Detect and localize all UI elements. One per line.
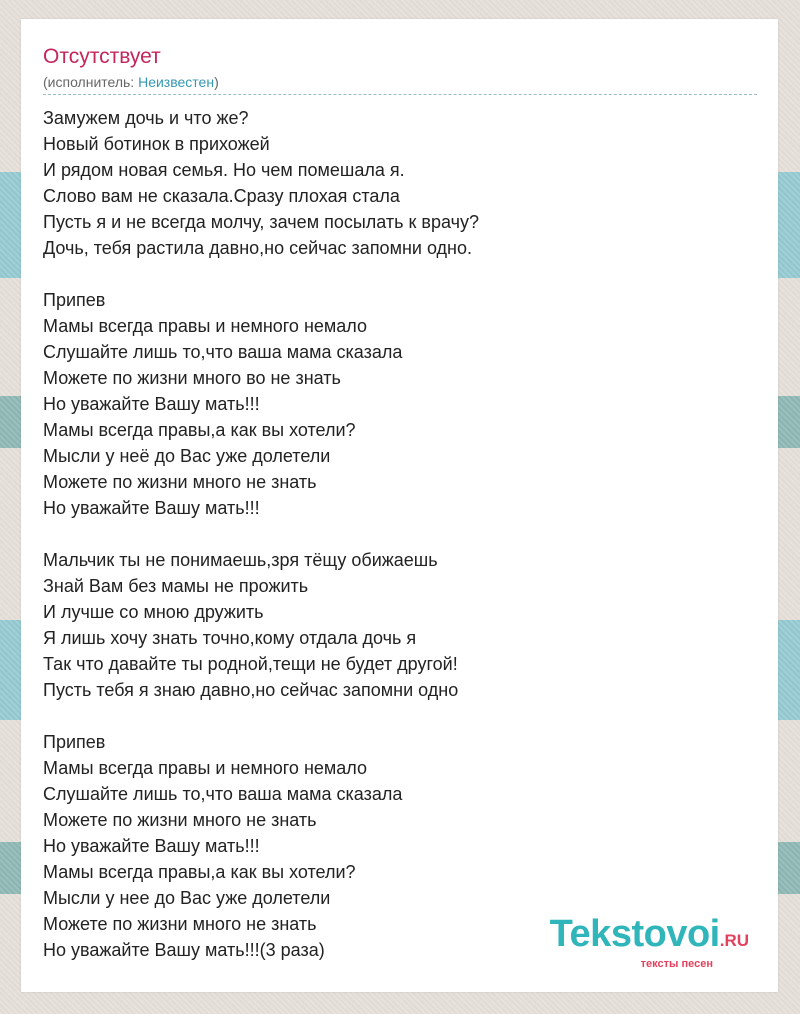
artist-link[interactable]: Неизвестен xyxy=(138,74,215,90)
header-divider xyxy=(43,94,757,95)
logo-tagline: тексты песен xyxy=(640,958,713,970)
artist-prefix: (исполнитель: xyxy=(43,74,139,90)
lyrics-line: Но уважайте Вашу мать!!! xyxy=(43,836,260,856)
logo-wordmark xyxy=(549,913,749,959)
lyrics-line: Можете по жизни много не знать xyxy=(43,472,317,492)
lyrics-card xyxy=(21,19,778,992)
lyrics-line: И лучше со мною дружить xyxy=(43,602,264,622)
lyrics-line: Дочь, тебя растила давно,но сейчас запомни одно. xyxy=(43,238,473,258)
lyrics-line: Слово вам не сказала.Сразу плохая стала xyxy=(43,186,400,206)
lyrics-line: Но уважайте Вашу мать!!! xyxy=(43,498,260,518)
lyrics-line: Слушайте лишь то,что ваша мама сказала xyxy=(43,784,403,804)
lyrics-line: Мамы всегда правы и немного немало xyxy=(43,758,367,778)
lyrics-line: Мамы всегда правы,а как вы хотели? xyxy=(43,862,356,882)
artist-suffix: ) xyxy=(214,74,219,90)
logo-name: Tekstovoi xyxy=(549,913,720,955)
lyrics-line: Так что давайте ты родной,тещи не будет другой! xyxy=(43,654,458,674)
lyrics-line: Пусть тебя я знаю давно,но сейчас запомни одно xyxy=(43,680,459,700)
lyrics-line: Припев xyxy=(43,290,106,310)
lyrics-line: Можете по жизни много не знать xyxy=(43,810,317,830)
lyrics-blank-line xyxy=(43,521,757,547)
artist-line xyxy=(43,74,219,90)
lyrics-line: Замужем дочь и что же? xyxy=(43,108,249,128)
lyrics-line: И рядом новая семья. Но чем помешала я. xyxy=(43,160,405,180)
lyrics-blank-line xyxy=(43,703,757,729)
lyrics-line: Мысли у неё до Вас уже долетели xyxy=(43,446,331,466)
lyrics-line: Но уважайте Вашу мать!!!(3 раза) xyxy=(43,940,325,960)
lyrics-line: Знай Вам без мамы не прожить xyxy=(43,576,309,596)
site-logo[interactable] xyxy=(549,913,749,970)
lyrics-text xyxy=(43,105,757,963)
lyrics-line: Мысли у нее до Вас уже долетели xyxy=(43,888,331,908)
lyrics-line: Мальчик ты не понимаешь,зря тёщу обижаешь xyxy=(43,550,438,570)
lyrics-blank-line xyxy=(43,261,757,287)
lyrics-line: Но уважайте Вашу мать!!! xyxy=(43,394,260,414)
lyrics-line: Пусть я и не всегда молчу, зачем посылать к врачу? xyxy=(43,212,479,232)
lyrics-line: Можете по жизни много во не знать xyxy=(43,368,341,388)
lyrics-line: Мамы всегда правы и немного немало xyxy=(43,316,367,336)
lyrics-line: Мамы всегда правы,а как вы хотели? xyxy=(43,420,356,440)
lyrics-line: Слушайте лишь то,что ваша мама сказала xyxy=(43,342,403,362)
lyrics-line: Новый ботинок в прихожей xyxy=(43,134,270,154)
logo-tld: .RU xyxy=(719,931,749,950)
lyrics-line: Я лишь хочу знать точно,кому отдала дочь я xyxy=(43,628,417,648)
song-title: Отсутствует xyxy=(43,45,161,68)
lyrics-line: Можете по жизни много не знать xyxy=(43,914,317,934)
lyrics-line: Припев xyxy=(43,732,106,752)
